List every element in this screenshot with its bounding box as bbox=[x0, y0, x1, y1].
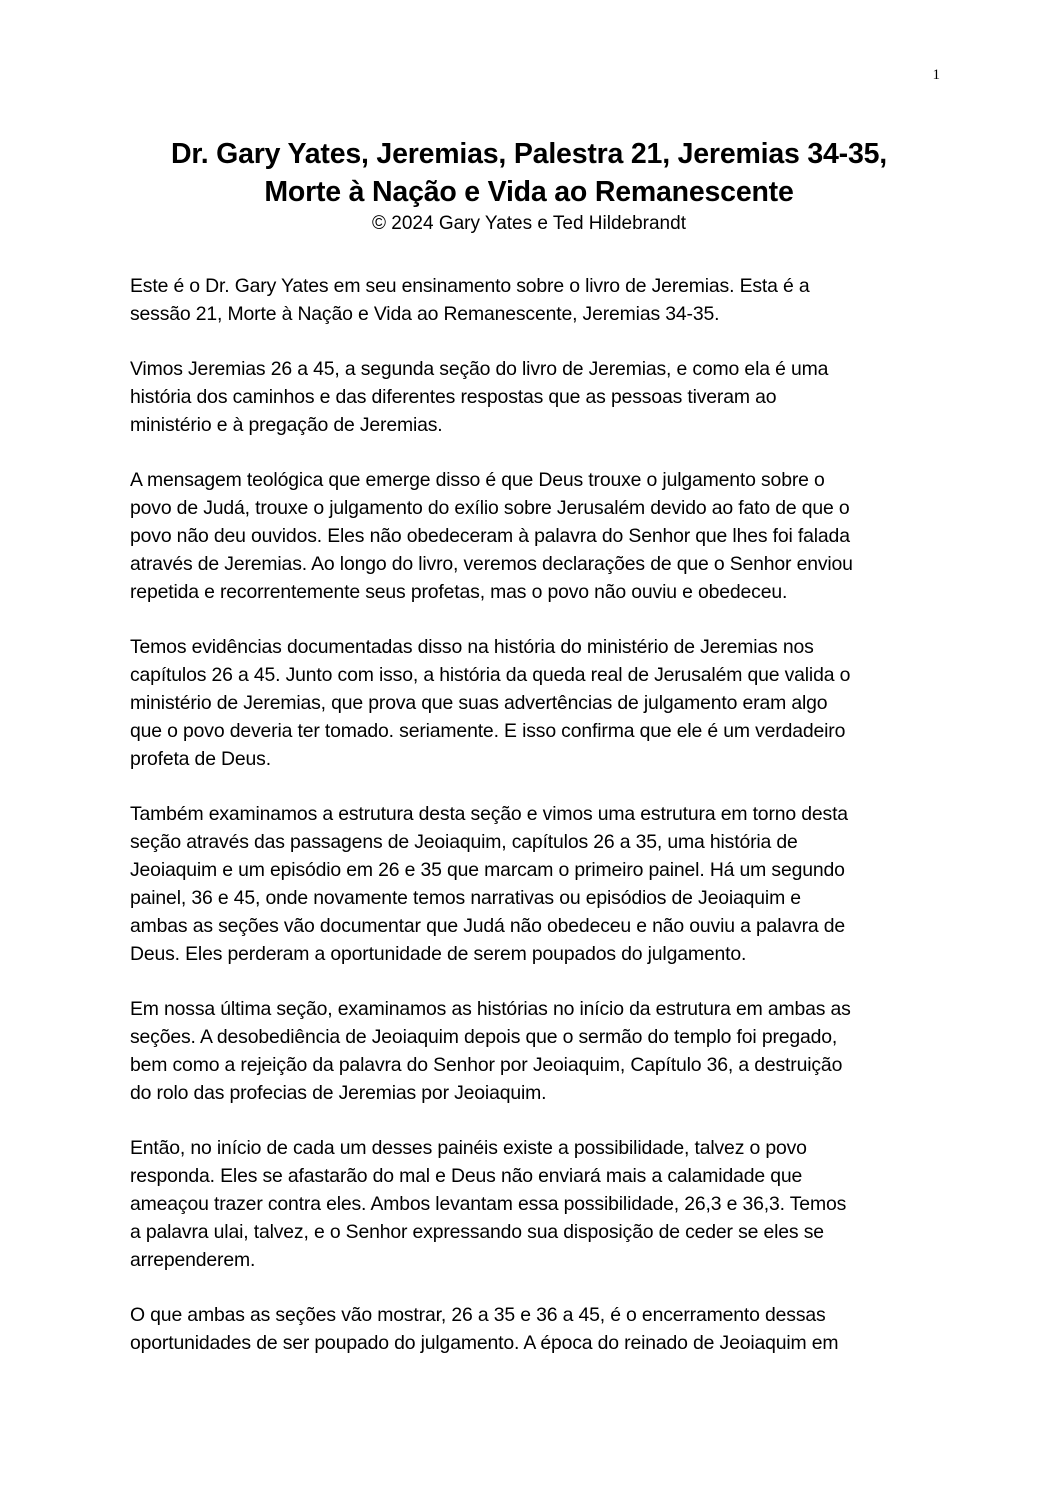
title-line: Dr. Gary Yates, Jeremias, Palestra 21, Jeremias 34-35, bbox=[171, 138, 887, 170]
text-line: sessão 21, Morte à Nação e Vida ao Remanescente, Jeremias 34-35. bbox=[130, 303, 720, 325]
text-line: painel, 36 e 45, onde novamente temos narrativas ou episódios de Jeoiaquim e bbox=[130, 887, 801, 909]
text-line: que o povo deveria ter tomado. seriamente. E isso confirma que ele é um verdadeiro bbox=[130, 720, 846, 742]
text-line: Também examinamos a estrutura desta seção e vimos uma estrutura em torno desta bbox=[130, 803, 848, 825]
text-line: Jeoiaquim e um episódio em 26 e 35 que marcam o primeiro painel. Há um segundo bbox=[130, 859, 845, 881]
text-line: Temos evidências documentadas disso na história do ministério de Jeremias nos bbox=[130, 636, 814, 658]
page-number: 1 bbox=[932, 67, 940, 83]
text-line: seção através das passagens de Jeoiaquim, capítulos 26 a 35, uma história de bbox=[130, 831, 798, 853]
text-line: oportunidades de ser poupado do julgamento. A época do reinado de Jeoiaquim em bbox=[130, 1332, 839, 1354]
text-line: povo de Judá, trouxe o julgamento do exílio sobre Jerusalém devido ao fato de que o bbox=[130, 497, 850, 519]
text-line: a palavra ulai, talvez, e o Senhor expressando sua disposição de ceder se eles se bbox=[130, 1221, 824, 1243]
text-line: bem como a rejeição da palavra do Senhor por Jeoiaquim, Capítulo 36, a destruição bbox=[130, 1054, 843, 1076]
paragraph bbox=[130, 800, 930, 968]
document-body bbox=[130, 272, 930, 1384]
text-line: Então, no início de cada um desses painéis existe a possibilidade, talvez o povo bbox=[130, 1137, 807, 1159]
paragraph bbox=[130, 1134, 930, 1274]
text-line: seções. A desobediência de Jeoiaquim depois que o sermão do templo foi pregado, bbox=[130, 1026, 838, 1048]
text-line: A mensagem teológica que emerge disso é que Deus trouxe o julgamento sobre o bbox=[130, 469, 825, 491]
paragraph bbox=[130, 633, 930, 773]
text-line: história dos caminhos e das diferentes respostas que as pessoas tiveram ao bbox=[130, 386, 777, 408]
text-line: Em nossa última seção, examinamos as histórias no início da estrutura em ambas as bbox=[130, 998, 851, 1020]
text-line: profeta de Deus. bbox=[130, 748, 271, 770]
paragraph bbox=[130, 995, 930, 1107]
text-line: Vimos Jeremias 26 a 45, a segunda seção do livro de Jeremias, e como ela é uma bbox=[130, 358, 829, 380]
text-line: através de Jeremias. Ao longo do livro, veremos declarações de que o Senhor enviou bbox=[130, 553, 853, 575]
paragraph bbox=[130, 355, 930, 439]
text-line: Este é o Dr. Gary Yates em seu ensinamento sobre o livro de Jeremias. Esta é a bbox=[130, 275, 810, 297]
text-line: repetida e recorrentemente seus profetas, mas o povo não ouviu e obedeceu. bbox=[130, 581, 788, 603]
text-line: ambas as seções vão documentar que Judá não obedeceu e não ouviu a palavra de bbox=[130, 915, 846, 937]
paragraph bbox=[130, 466, 930, 606]
text-line: O que ambas as seções vão mostrar, 26 a 35 e 36 a 45, é o encerramento dessas bbox=[130, 1304, 826, 1326]
text-line: do rolo das profecias de Jeremias por Jeoiaquim. bbox=[130, 1082, 547, 1104]
text-line: povo não deu ouvidos. Eles não obedeceram à palavra do Senhor que lhes foi falada bbox=[130, 525, 850, 547]
text-line: capítulos 26 a 45. Junto com isso, a história da queda real de Jerusalém que valida o bbox=[130, 664, 851, 686]
text-line: Deus. Eles perderam a oportunidade de serem poupados do julgamento. bbox=[130, 943, 747, 965]
paragraph bbox=[130, 1301, 930, 1357]
text-line: arrependerem. bbox=[130, 1249, 256, 1271]
document-title bbox=[90, 135, 968, 211]
copyright-notice: © 2024 Gary Yates e Ted Hildebrandt bbox=[372, 213, 686, 234]
text-line: ministério de Jeremias, que prova que suas advertências de julgamento eram algo bbox=[130, 692, 828, 714]
text-line: ministério e à pregação de Jeremias. bbox=[130, 414, 443, 436]
paragraph bbox=[130, 272, 930, 328]
text-line: responda. Eles se afastarão do mal e Deus não enviará mais a calamidade que bbox=[130, 1165, 803, 1187]
text-line: ameaçou trazer contra eles. Ambos levantam essa possibilidade, 26,3 e 36,3. Temos bbox=[130, 1193, 847, 1215]
document-header bbox=[90, 135, 968, 236]
title-line: Morte à Nação e Vida ao Remanescente bbox=[264, 176, 794, 208]
